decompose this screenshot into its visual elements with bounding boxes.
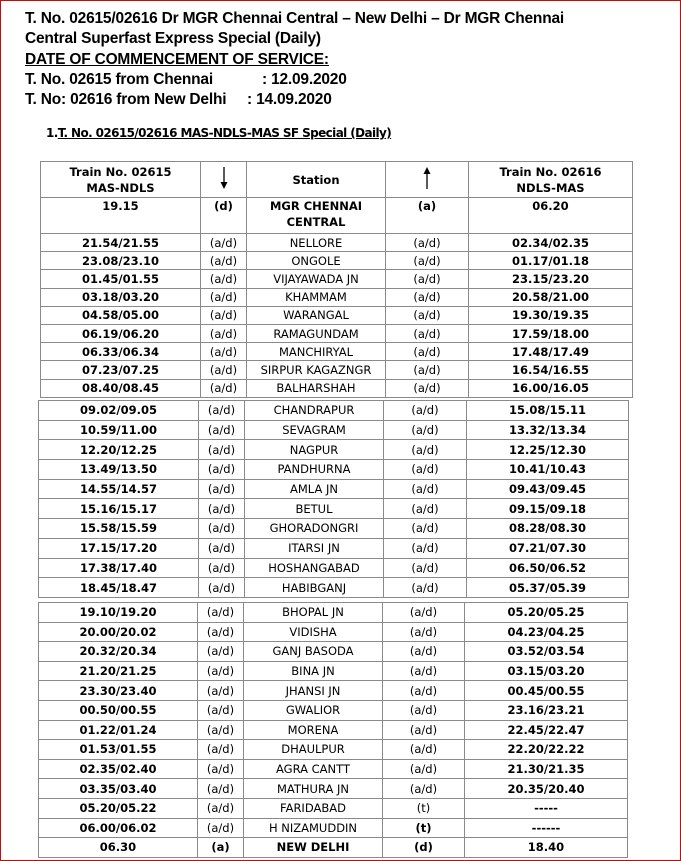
table-row bbox=[39, 440, 629, 460]
down-code: (a/d) bbox=[201, 343, 247, 361]
down-time: 06.33/06.34 bbox=[41, 343, 201, 361]
station-name: AGRA CANTT bbox=[244, 759, 383, 779]
down-code: (a) bbox=[198, 838, 244, 858]
table-row bbox=[39, 759, 628, 779]
up-time: 09.15/09.18 bbox=[467, 499, 629, 519]
station-name: ITARSI JN bbox=[245, 538, 384, 558]
up-code: (a/d) bbox=[384, 401, 467, 421]
table-row bbox=[39, 622, 628, 642]
down-time: 23.08/23.10 bbox=[41, 252, 201, 270]
down-time: 05.20/05.22 bbox=[39, 798, 198, 818]
commencement-label: T. No. 02615 from Chennai bbox=[25, 71, 213, 88]
up-code: (a/d) bbox=[386, 324, 469, 342]
station-name: MANCHIRYAL bbox=[247, 343, 386, 361]
down-time: 23.30/23.40 bbox=[39, 681, 198, 701]
station-name: NAGPUR bbox=[245, 440, 384, 460]
table-row bbox=[39, 479, 629, 499]
station-name: GHORADONGRI bbox=[245, 519, 384, 539]
table-row bbox=[41, 361, 633, 379]
down-time: 01.45/01.55 bbox=[41, 270, 201, 288]
down-time: 17.38/17.40 bbox=[39, 558, 199, 578]
up-code: (a/d) bbox=[383, 759, 465, 779]
down-code: (a/d) bbox=[198, 759, 244, 779]
up-time: 05.37/05.39 bbox=[467, 578, 629, 598]
down-code: (a/d) bbox=[199, 578, 245, 598]
up-code: (a/d) bbox=[383, 622, 465, 642]
station-name: FARIDABAD bbox=[244, 798, 383, 818]
up-code: (a/d) bbox=[383, 681, 465, 701]
station-name: BINA JN bbox=[244, 661, 383, 681]
up-code: (a/d) bbox=[383, 642, 465, 662]
down-arrow-icon bbox=[201, 162, 247, 198]
table-row bbox=[41, 252, 633, 270]
station-name: ONGOLE bbox=[247, 252, 386, 270]
up-train-header bbox=[469, 162, 633, 198]
down-code: (a/d) bbox=[198, 818, 244, 838]
down-time: 20.00/20.02 bbox=[39, 622, 198, 642]
station-name: MATHURA JN bbox=[244, 779, 383, 799]
up-code: (a/d) bbox=[384, 558, 467, 578]
up-time: 23.16/23.21 bbox=[465, 700, 628, 720]
down-time: 21.54/21.55 bbox=[41, 234, 201, 252]
table-header-row bbox=[41, 162, 633, 198]
commencement-02615 bbox=[25, 70, 347, 89]
up-code: (a/d) bbox=[386, 288, 469, 306]
table-row bbox=[41, 324, 633, 342]
table-row bbox=[39, 700, 628, 720]
up-code: (a/d) bbox=[384, 578, 467, 598]
up-time: 15.08/15.11 bbox=[467, 401, 629, 421]
station-name-line1: MGR CHENNAI bbox=[269, 199, 363, 213]
table-row bbox=[39, 642, 628, 662]
up-time: 08.28/08.30 bbox=[467, 519, 629, 539]
up-code: (a/d) bbox=[384, 499, 467, 519]
up-code: (a) bbox=[386, 198, 469, 234]
down-time: 15.58/15.59 bbox=[39, 519, 199, 539]
down-time: 03.35/03.40 bbox=[39, 779, 198, 799]
down-time: 10.59/11.00 bbox=[39, 420, 199, 440]
down-code: (a/d) bbox=[199, 558, 245, 578]
up-train-route: NDLS-MAS bbox=[516, 180, 585, 195]
station-name: BHOPAL JN bbox=[244, 603, 383, 623]
station-header: Station bbox=[247, 162, 386, 198]
up-time: 22.20/22.22 bbox=[465, 740, 628, 760]
table-row bbox=[39, 720, 628, 740]
up-time: 06.50/06.52 bbox=[467, 558, 629, 578]
down-time: 19.15 bbox=[41, 198, 201, 234]
down-code: (a/d) bbox=[199, 538, 245, 558]
down-code: (a/d) bbox=[198, 642, 244, 662]
up-time: ------ bbox=[465, 818, 628, 838]
table-body bbox=[41, 234, 633, 398]
up-time: 18.40 bbox=[465, 838, 628, 858]
down-time: 13.49/13.50 bbox=[39, 460, 199, 480]
station-name-line2: CENTRAL bbox=[286, 215, 346, 229]
down-time: 01.22/01.24 bbox=[39, 720, 198, 740]
down-code: (a/d) bbox=[201, 361, 247, 379]
table-row bbox=[39, 603, 628, 623]
station-name: MORENA bbox=[244, 720, 383, 740]
timetable-part-1 bbox=[40, 161, 633, 398]
station-name: SEVAGRAM bbox=[245, 420, 384, 440]
table-row bbox=[39, 578, 629, 598]
up-code: (a/d) bbox=[386, 306, 469, 324]
table-body bbox=[39, 603, 628, 858]
table-row bbox=[41, 270, 633, 288]
up-code: (a/d) bbox=[383, 603, 465, 623]
down-code: (a/d) bbox=[201, 252, 247, 270]
table-row bbox=[39, 519, 629, 539]
station-name: JHANSI JN bbox=[244, 681, 383, 701]
down-code: (a/d) bbox=[198, 681, 244, 701]
up-code: (t) bbox=[383, 818, 465, 838]
up-time: 16.54/16.55 bbox=[469, 361, 633, 379]
station-name: KHAMMAM bbox=[247, 288, 386, 306]
down-code: (a/d) bbox=[199, 519, 245, 539]
station-name: VIDISHA bbox=[244, 622, 383, 642]
down-code: (a/d) bbox=[198, 798, 244, 818]
station-name: BETUL bbox=[245, 499, 384, 519]
up-code: (a/d) bbox=[384, 538, 467, 558]
table-row bbox=[39, 460, 629, 480]
table-row bbox=[39, 661, 628, 681]
up-code: (a/d) bbox=[386, 252, 469, 270]
table-row bbox=[39, 499, 629, 519]
down-train-header bbox=[41, 162, 201, 198]
table-row bbox=[41, 306, 633, 324]
up-time: 03.15/03.20 bbox=[465, 661, 628, 681]
up-time: 10.41/10.43 bbox=[467, 460, 629, 480]
down-time: 08.40/08.45 bbox=[41, 379, 201, 397]
table-row bbox=[39, 798, 628, 818]
commencement-date: : 12.09.2020 bbox=[262, 71, 347, 88]
up-time: 20.58/21.00 bbox=[469, 288, 633, 306]
down-code: (a/d) bbox=[198, 740, 244, 760]
down-code: (a/d) bbox=[199, 479, 245, 499]
down-time: 06.19/06.20 bbox=[41, 324, 201, 342]
up-train-number: Train No. 02616 bbox=[499, 164, 602, 179]
down-code: (d) bbox=[201, 198, 247, 234]
up-time: 03.52/03.54 bbox=[465, 642, 628, 662]
up-code: (a/d) bbox=[384, 440, 467, 460]
station-name: CHANDRAPUR bbox=[245, 401, 384, 421]
station-name: BALHARSHAH bbox=[247, 379, 386, 397]
station-name: NEW DELHI bbox=[244, 838, 383, 858]
station-name: HABIBGANJ bbox=[245, 578, 384, 598]
table-row bbox=[39, 838, 628, 858]
commencement-02616 bbox=[25, 90, 332, 109]
station-name: NELLORE bbox=[247, 234, 386, 252]
up-code: (a/d) bbox=[383, 779, 465, 799]
down-time: 02.35/02.40 bbox=[39, 759, 198, 779]
down-code: (a/d) bbox=[198, 779, 244, 799]
up-code: (a/d) bbox=[386, 270, 469, 288]
timetable-part-3 bbox=[38, 602, 628, 858]
section-heading bbox=[46, 126, 391, 140]
up-code: (a/d) bbox=[383, 720, 465, 740]
up-time: 04.23/04.25 bbox=[465, 622, 628, 642]
station-name bbox=[247, 198, 386, 234]
station-name: GWALIOR bbox=[244, 700, 383, 720]
table-row bbox=[39, 740, 628, 760]
up-time: 17.48/17.49 bbox=[469, 343, 633, 361]
up-time: 21.30/21.35 bbox=[465, 759, 628, 779]
station-name: VIJAYAWADA JN bbox=[247, 270, 386, 288]
up-code: (a/d) bbox=[386, 343, 469, 361]
table-row bbox=[39, 779, 628, 799]
down-time: 09.02/09.05 bbox=[39, 401, 199, 421]
station-name: GANJ BASODA bbox=[244, 642, 383, 662]
table-row bbox=[41, 234, 633, 252]
up-code: (a/d) bbox=[384, 479, 467, 499]
down-time: 21.20/21.25 bbox=[39, 661, 198, 681]
down-time: 14.55/14.57 bbox=[39, 479, 199, 499]
station-name: WARANGAL bbox=[247, 306, 386, 324]
down-time: 00.50/00.55 bbox=[39, 700, 198, 720]
table-row bbox=[41, 343, 633, 361]
down-code: (a/d) bbox=[199, 440, 245, 460]
up-code: (d) bbox=[383, 838, 465, 858]
down-code: (a/d) bbox=[198, 720, 244, 740]
station-name: SIRPUR KAGAZNGR bbox=[247, 361, 386, 379]
down-time: 17.15/17.20 bbox=[39, 538, 199, 558]
up-code: (a/d) bbox=[386, 379, 469, 397]
table-row bbox=[39, 401, 629, 421]
commencement-heading: DATE OF COMMENCEMENT OF SERVICE: bbox=[25, 51, 329, 68]
up-code: (a/d) bbox=[384, 519, 467, 539]
up-code: (t) bbox=[383, 798, 465, 818]
up-time: ----- bbox=[465, 798, 628, 818]
down-time: 12.20/12.25 bbox=[39, 440, 199, 460]
up-code: (a/d) bbox=[384, 420, 467, 440]
down-time: 15.16/15.17 bbox=[39, 499, 199, 519]
up-time: 06.20 bbox=[469, 198, 633, 234]
up-time: 05.20/05.25 bbox=[465, 603, 628, 623]
up-code: (a/d) bbox=[383, 700, 465, 720]
table-body bbox=[39, 401, 629, 598]
down-code: (a/d) bbox=[199, 401, 245, 421]
table-row bbox=[39, 558, 629, 578]
down-time: 06.00/06.02 bbox=[39, 818, 198, 838]
down-time: 03.18/03.20 bbox=[41, 288, 201, 306]
down-train-number: Train No. 02615 bbox=[69, 164, 172, 179]
down-time: 01.53/01.55 bbox=[39, 740, 198, 760]
down-code: (a/d) bbox=[199, 420, 245, 440]
down-code: (a/d) bbox=[199, 499, 245, 519]
up-time: 13.32/13.34 bbox=[467, 420, 629, 440]
station-name: PANDHURNA bbox=[245, 460, 384, 480]
up-code: (a/d) bbox=[386, 234, 469, 252]
up-code: (a/d) bbox=[383, 740, 465, 760]
down-code: (a/d) bbox=[201, 234, 247, 252]
down-time: 07.23/07.25 bbox=[41, 361, 201, 379]
up-time: 00.45/00.55 bbox=[465, 681, 628, 701]
down-time: 18.45/18.47 bbox=[39, 578, 199, 598]
down-time: 06.30 bbox=[39, 838, 198, 858]
station-name: AMLA JN bbox=[245, 479, 384, 499]
down-code: (a/d) bbox=[198, 661, 244, 681]
origin-row bbox=[41, 198, 633, 234]
table-row bbox=[41, 379, 633, 397]
table-row bbox=[39, 420, 629, 440]
up-time: 20.35/20.40 bbox=[465, 779, 628, 799]
up-time: 22.45/22.47 bbox=[465, 720, 628, 740]
up-time: 02.34/02.35 bbox=[469, 234, 633, 252]
down-code: (a/d) bbox=[198, 622, 244, 642]
down-time: 20.32/20.34 bbox=[39, 642, 198, 662]
down-time: 04.58/05.00 bbox=[41, 306, 201, 324]
up-time: 12.25/12.30 bbox=[467, 440, 629, 460]
commencement-date: : 14.09.2020 bbox=[247, 91, 332, 108]
table-row bbox=[39, 538, 629, 558]
up-time: 19.30/19.35 bbox=[469, 306, 633, 324]
down-code: (a/d) bbox=[201, 288, 247, 306]
up-time: 16.00/16.05 bbox=[469, 379, 633, 397]
down-time: 19.10/19.20 bbox=[39, 603, 198, 623]
down-train-route: MAS-NDLS bbox=[86, 180, 155, 195]
down-code: (a/d) bbox=[201, 270, 247, 288]
up-time: 17.59/18.00 bbox=[469, 324, 633, 342]
up-arrow-icon bbox=[386, 162, 469, 198]
down-code: (a/d) bbox=[198, 700, 244, 720]
station-name: HOSHANGABAD bbox=[245, 558, 384, 578]
notice-title-line2: Central Superfast Express Special (Daily) bbox=[25, 30, 321, 47]
up-code: (a/d) bbox=[386, 361, 469, 379]
down-code: (a/d) bbox=[201, 324, 247, 342]
up-time: 09.43/09.45 bbox=[467, 479, 629, 499]
table-row bbox=[41, 288, 633, 306]
table-row bbox=[39, 681, 628, 701]
table-row bbox=[39, 818, 628, 838]
commencement-label: T. No: 02616 from New Delhi bbox=[25, 91, 227, 108]
up-time: 07.21/07.30 bbox=[467, 538, 629, 558]
down-code: (a/d) bbox=[201, 306, 247, 324]
down-code: (a/d) bbox=[201, 379, 247, 397]
station-name: H NIZAMUDDIN bbox=[244, 818, 383, 838]
up-time: 01.17/01.18 bbox=[469, 252, 633, 270]
up-code: (a/d) bbox=[384, 460, 467, 480]
station-name: DHAULPUR bbox=[244, 740, 383, 760]
notice-title-line1: T. No. 02615/02616 Dr MGR Chennai Central – New Delhi – Dr MGR Chennai bbox=[25, 10, 564, 27]
timetable-part-2 bbox=[38, 400, 629, 598]
down-code: (a/d) bbox=[199, 460, 245, 480]
section-title: T. No. 02615/02616 MAS-NDLS-MAS SF Special (Daily) bbox=[57, 126, 392, 140]
up-code: (a/d) bbox=[383, 661, 465, 681]
down-code: (a/d) bbox=[198, 603, 244, 623]
station-name: RAMAGUNDAM bbox=[247, 324, 386, 342]
section-number: 1. bbox=[46, 126, 58, 140]
up-time: 23.15/23.20 bbox=[469, 270, 633, 288]
